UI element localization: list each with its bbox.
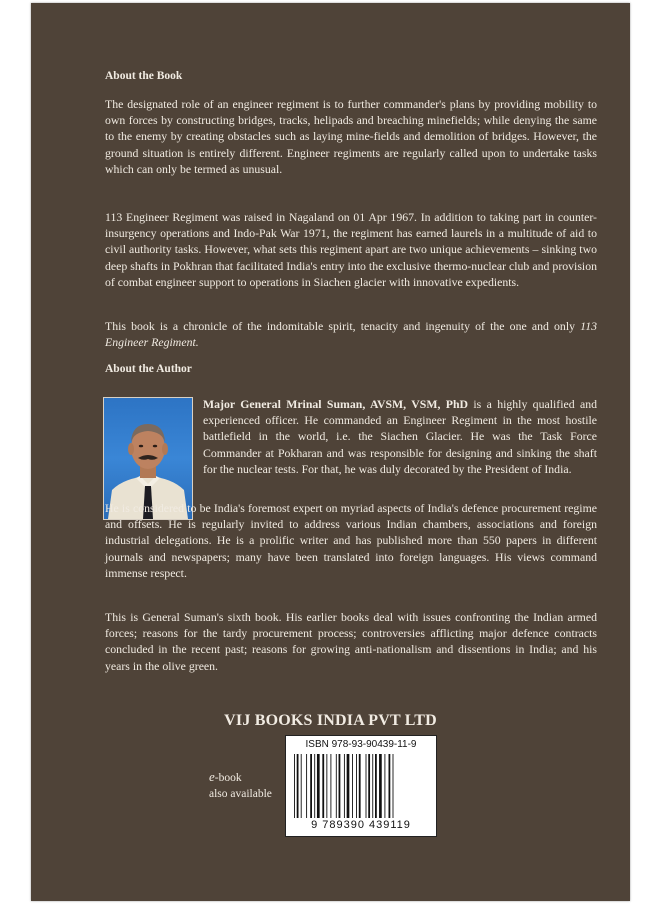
about-author-paragraph-1 — [203, 396, 597, 477]
barcode-bar — [294, 754, 295, 818]
barcode-bar — [297, 754, 299, 818]
barcode-bar — [336, 754, 337, 818]
barcode-bar — [339, 754, 341, 818]
barcode-bar — [393, 754, 394, 818]
barcode-bar — [359, 754, 361, 818]
barcode-bar — [384, 754, 385, 818]
ebook-prefix: e — [209, 769, 215, 784]
isbn-number: 9 789390 439119 — [311, 819, 411, 831]
author-name: Major General Mrinal Suman, AVSM, VSM, PhD — [203, 397, 469, 411]
about-book-heading: About the Book — [105, 70, 183, 82]
about-author-paragraph-1-text: is a highly qualified and experienced officer. He commanded an Engineer Regiment in the most hostile battlefield in the world, i.e. the Siachen Glacier. He was the Task Force Commander at Pokharan and was responsible for designing and sinking the shaft for the nuclear tests. For that, he was duly decorated by the President of India. — [203, 397, 597, 476]
ebook-line-2: also available — [209, 788, 272, 800]
ebook-line-1 — [209, 769, 272, 786]
ebook-note — [209, 769, 272, 802]
back-cover — [31, 3, 630, 901]
barcode-bar — [352, 754, 353, 818]
barcode-bar — [356, 754, 357, 818]
barcode-bar — [322, 754, 324, 818]
about-author-heading: About the Author — [105, 363, 192, 375]
barcode-bar — [389, 754, 391, 818]
barcode-bar — [372, 754, 373, 818]
regiment-name-italic: 113 Engineer Regiment. — [105, 319, 597, 350]
about-book-paragraph-1: The designated role of an engineer regiment is to further commander's plans by providing mobility to own forces by constructing bridges, tracks, helipads and breaching minefields; while denying the same to the enemy by creating obstacles such as laying mine-fields and demolition of bridges. However, the ground situation is entirely different. Engineer regiments are regularly called upon to undertake tasks which can only be termed as unusual. — [105, 97, 597, 176]
barcode-bar — [314, 754, 315, 818]
isbn-label: ISBN 978-93-90439-11-9 — [305, 739, 417, 750]
publisher-name: VIJ BOOKS INDIA PVT LTD — [224, 712, 437, 729]
about-book-paragraph-3-text: This book is a chronicle of the indomitable spirit, tenacity and ingenuity of the one and only — [105, 319, 581, 333]
about-book-paragraph-2: 113 Engineer Regiment was raised in Nagaland on 01 Apr 1967. In addition to taking part in counter-insurgency operations and Indo-Pak War 1971, the regiment has earned laurels in a multitude of aid to civil authority tasks. However, what sets this regiment apart are two unique achievements – sinking two deep shafts in Pokhran that facilitated India's entry into the exclusive thermo-nuclear club and provision of combat engineer support to operations in Siachen glacier with innovative expedients. — [105, 210, 597, 289]
barcode-bar — [317, 754, 320, 818]
barcode-icon — [294, 754, 428, 818]
barcode-bar — [347, 754, 350, 818]
about-book-paragraph-3 — [105, 318, 597, 350]
barcode-bar — [326, 754, 327, 818]
about-author-paragraph-2: He is considered to be India's foremost expert on myriad aspects of India's defence procurement regime and offsets. He is regularly invited to address various Indian chambers, associations and foreign industrial delegations. He is a prolific writer and has published more than 550 papers in different journals and newspapers; many have been translated into foreign languages. His views command immense respect. — [105, 501, 597, 580]
barcode-bar — [375, 754, 377, 818]
about-author-paragraph-3: This is General Suman's sixth book. His earlier books deal with issues confronting the Indian armed forces; reasons for the tardy procurement process; controversies afflicting major defence contracts concluded in the recent past; reasons for growing anti-nationalism and dissentions in India; and his years in the olive green. — [105, 610, 597, 673]
barcode-bar — [379, 754, 382, 818]
barcode-bar — [306, 754, 307, 818]
barcode-bar — [366, 754, 367, 818]
barcode-bar — [368, 754, 370, 818]
barcode-bar — [330, 754, 331, 818]
barcode-bar — [344, 754, 345, 818]
barcode-bar — [301, 754, 302, 818]
barcode-bar — [310, 754, 312, 818]
isbn-barcode — [285, 735, 437, 837]
ebook-word: -book — [214, 772, 242, 784]
